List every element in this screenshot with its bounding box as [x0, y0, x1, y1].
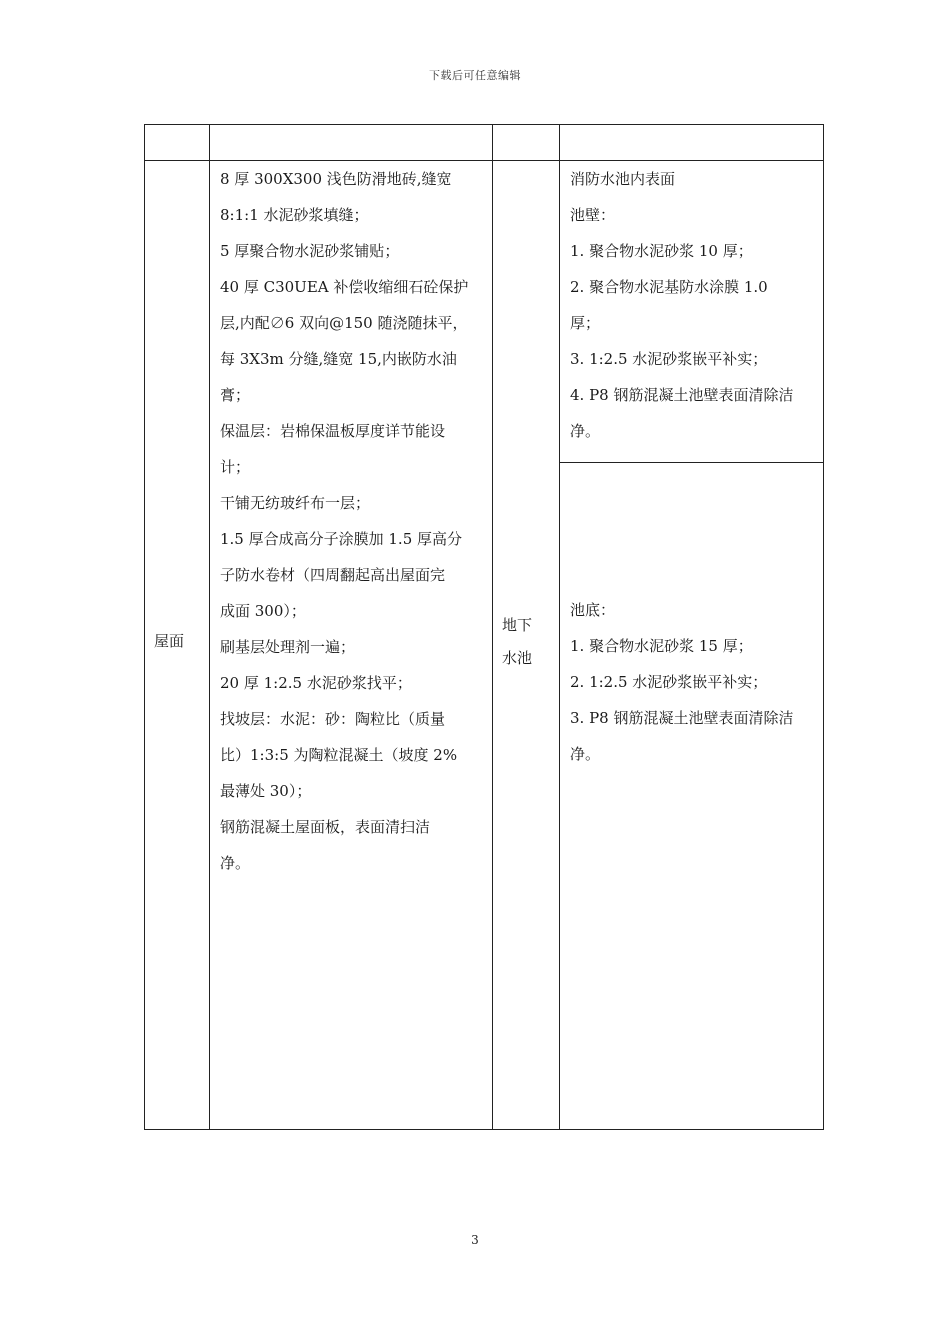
- category-cell: 屋面: [154, 632, 185, 650]
- pool-wall-spec-line: 池壁：: [570, 206, 616, 224]
- pool-bottom-spec-line: 3. P8 钢筋混凝土池壁表面清除洁: [570, 709, 794, 727]
- location-label-line: 地下: [502, 616, 533, 634]
- roof-spec-line: 5 厚聚合物水泥砂浆铺贴；: [220, 242, 400, 260]
- column-divider: [559, 125, 560, 1129]
- roof-spec-line: 保温层：岩棉保温板厚度详节能设: [220, 422, 446, 440]
- location-label-line: 水池: [502, 649, 533, 667]
- roof-spec-line: 最薄处 30）；: [220, 782, 312, 800]
- pool-bottom-spec-line: 1. 聚合物水泥砂浆 15 厚；: [570, 637, 753, 655]
- pool-bottom-spec-line: 2. 1:2.5 水泥砂浆嵌平补实；: [570, 673, 768, 691]
- pool-wall-spec-line: 净。: [570, 422, 601, 440]
- section-divider: [560, 462, 824, 463]
- column-divider: [209, 125, 210, 1129]
- roof-spec-line: 每 3X3m 分缝,缝宽 15,内嵌防水油: [220, 350, 457, 368]
- roof-spec-line: 膏；: [220, 386, 251, 404]
- roof-spec-line: 子防水卷材（四周翻起高出屋面完: [220, 566, 446, 584]
- pool-wall-spec-line: 2. 聚合物水泥基防水涂膜 1.0: [570, 278, 768, 296]
- roof-spec-line: 20 厚 1:2.5 水泥砂浆找平；: [220, 674, 412, 692]
- construction-table: [144, 124, 824, 1130]
- pool-wall-spec-line: 消防水池内表面: [570, 170, 676, 188]
- roof-spec-line: 刷基层处理剂一遍；: [220, 638, 356, 656]
- roof-spec-line: 计；: [220, 458, 251, 476]
- location-cell: [502, 609, 532, 675]
- roof-spec-line: 8:1:1 水泥砂浆填缝；: [220, 206, 369, 224]
- roof-spec-line: 成面 300）；: [220, 602, 306, 620]
- pool-bottom-spec-cell: [570, 592, 822, 772]
- pool-wall-spec-line: 3. 1:2.5 水泥砂浆嵌平补实；: [570, 350, 768, 368]
- roof-spec-line: 层,内配∅6 双向@150 随浇随抹平，: [220, 314, 468, 332]
- column-divider: [492, 125, 493, 1129]
- roof-spec-line: 找坡层：水泥：砂：陶粒比（质量: [220, 710, 446, 728]
- pool-bottom-spec-line: 池底：: [570, 601, 616, 619]
- roof-spec-line: 比）1:3:5 为陶粒混凝土（坡度 2%: [220, 746, 458, 764]
- roof-spec-line: 净。: [220, 854, 251, 872]
- page-number: 3: [471, 1233, 479, 1247]
- pool-wall-spec-line: 4. P8 钢筋混凝土池壁表面清除洁: [570, 386, 794, 404]
- roof-spec-cell: [220, 161, 488, 881]
- pool-wall-spec-cell: [570, 161, 822, 449]
- pool-wall-spec-line: 1. 聚合物水泥砂浆 10 厚；: [570, 242, 753, 260]
- roof-spec-line: 干铺无纺玻纤布一层；: [220, 494, 371, 512]
- pool-bottom-spec-line: 净。: [570, 745, 601, 763]
- page-header: 下载后可任意编辑: [429, 69, 521, 82]
- roof-spec-line: 1.5 厚合成高分子涂膜加 1.5 厚高分: [220, 530, 463, 548]
- roof-spec-line: 钢筋混凝土屋面板，表面清扫洁: [220, 818, 431, 836]
- roof-spec-line: 40 厚 C30UEA 补偿收缩细石砼保护: [220, 278, 469, 296]
- pool-wall-spec-line: 厚；: [570, 314, 601, 332]
- roof-spec-line: 8 厚 300X300 浅色防滑地砖,缝宽: [220, 170, 452, 188]
